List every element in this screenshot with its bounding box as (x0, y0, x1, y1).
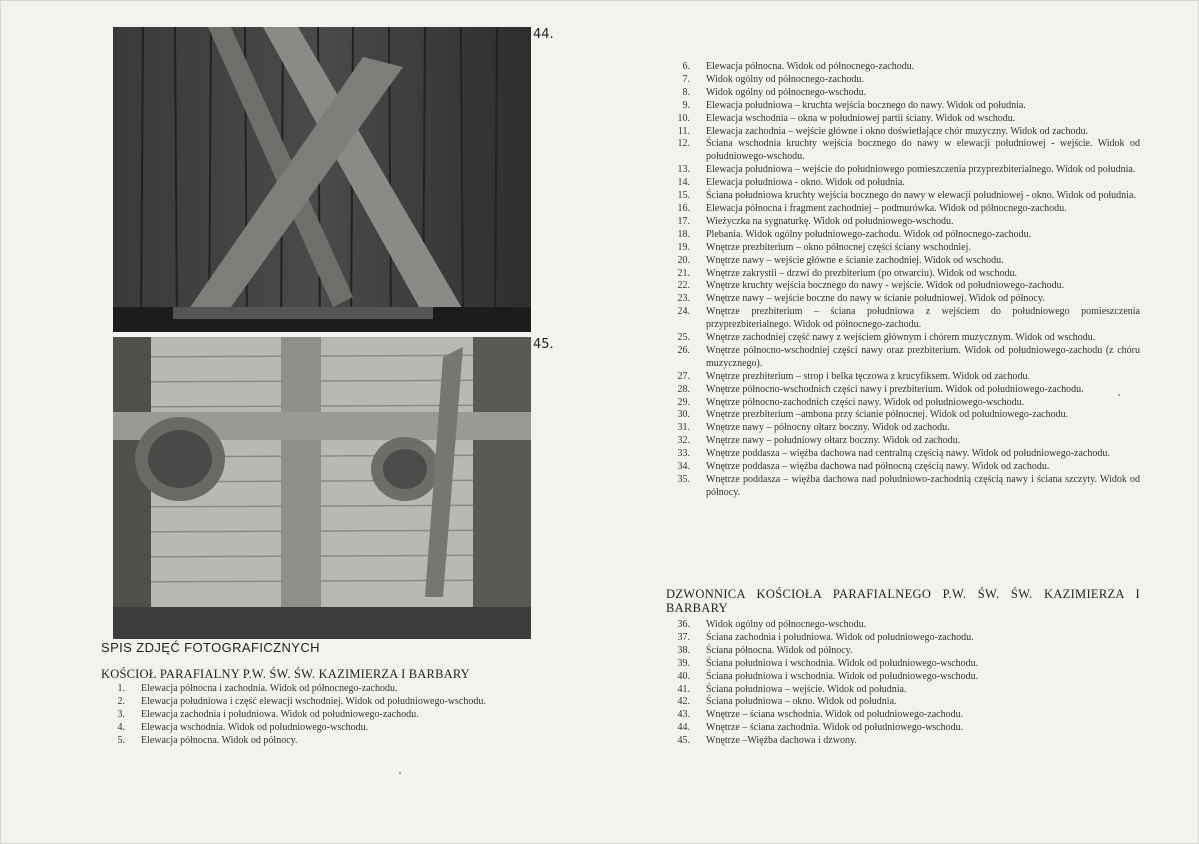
item-number: 40. (677, 670, 690, 682)
item-text: Widok ogólny od północnego-zachodu. (706, 73, 864, 85)
item-number: 23. (677, 293, 690, 305)
item-number: 42. (677, 696, 690, 708)
list-item (666, 632, 1140, 645)
belfry-heading: DZWONNICA KOŚCIOŁA PARAFIALNEGO P.W. ŚW. ŚW. KAZIMIERZA I BARBARY (666, 587, 1140, 615)
list-item (666, 684, 1140, 697)
item-number: 19. (677, 241, 690, 253)
scan-speck (399, 772, 401, 774)
photo-number-44: 44. (533, 27, 554, 42)
item-text: Wnętrze nawy – wejście główne e ścianie zachodniej. Widok od wschodu. (706, 254, 1004, 266)
item-number: 7. (682, 73, 690, 85)
item-text: Wnętrze północno-wschodnich części nawy i prezbiterium. Widok od południowego-zachodu. (706, 383, 1084, 395)
item-number: 14. (677, 177, 690, 189)
list-item (666, 474, 1140, 500)
item-text: Elewacja północna i zachodnia. Widok od północnego-zachodu. (141, 683, 398, 694)
church-heading: KOŚCIOŁ PARAFIALNY P.W. ŚW. ŚW. KAZIMIERZA I BARBARY (101, 667, 470, 681)
list-item (666, 138, 1140, 164)
item-text: Wnętrze zachodniej część nawy z wejściem głównym i chórem muzycznym. Widok od wschodu. (706, 332, 1096, 344)
item-number: 34. (677, 461, 690, 473)
item-number: 8. (682, 86, 690, 98)
list-item (101, 696, 541, 709)
list-item (666, 397, 1140, 410)
list-item (666, 216, 1140, 229)
photo-list-left (101, 683, 541, 748)
item-number: 17. (677, 215, 690, 227)
item-text: Wnętrze prezbiterium – strop i belka tęczowa z krucyfiksem. Widok od zachodu. (706, 370, 1031, 382)
item-text: Wnętrze zakrystii – drzwi do prezbiterium (po otwarciu). Widok od wschodu. (706, 267, 1017, 279)
item-number: 15. (677, 190, 690, 202)
item-number: 36. (677, 619, 690, 630)
item-number: 1. (117, 683, 125, 694)
item-number: 5. (117, 734, 125, 746)
list-item (666, 177, 1140, 190)
item-text: Wnętrze nawy – południowy ołtarz boczny. Widok od zachodu. (706, 435, 961, 447)
item-text: Wnętrze –Więźba dachowa i dzwony. (706, 735, 857, 747)
list-item (666, 409, 1140, 422)
item-number: 41. (677, 683, 690, 695)
list-item (666, 709, 1140, 722)
list-item (101, 709, 541, 722)
item-text: Wnętrze nawy – wejście boczne do nawy w ścianie południowej. Widok od północy. (706, 293, 1045, 305)
item-text: Ściana południowa – wejście. Widok od południa. (706, 683, 907, 695)
item-text: Plebania. Widok ogólny południowego-zachodu. Widok od północnego-zachodu. (706, 228, 1032, 240)
list-item (666, 645, 1140, 658)
list-item (666, 293, 1140, 306)
item-text: Wnętrze kruchty wejścia bocznego do nawy - wejście. Widok od południowego-zachodu. (706, 280, 1065, 292)
item-text: Wieżyczka na sygnaturkę. Widok od południowego-wschodu. (706, 215, 954, 227)
item-text: Ściana wschodnia kruchty wejścia bocznego do nawy w elewacji południowej - wejście. Widok od południowego-wschodu. (706, 138, 1140, 163)
photo-timber-bracing (113, 27, 531, 332)
item-number: 20. (677, 254, 690, 266)
item-number: 44. (677, 722, 690, 734)
item-text: Elewacja południowa - okno. Widok od południa. (706, 177, 905, 189)
item-text: Ściana południowa i wschodnia. Widok od południowego-wschodu. (706, 657, 979, 669)
item-number: 30. (677, 409, 690, 421)
scan-speck (1118, 394, 1120, 396)
item-number: 35. (677, 474, 690, 485)
item-number: 18. (677, 228, 690, 240)
item-text: Elewacja południowa i część elewacji wschodniej. Widok od południowego-wschodu. (141, 695, 486, 707)
list-item (666, 371, 1140, 384)
item-number: 24. (677, 306, 690, 318)
photo-list-belfry (666, 619, 1140, 748)
photo-list-right (666, 61, 1140, 500)
item-text: Wnętrze nawy – północny ołtarz boczny. Widok od zachodu. (706, 422, 950, 434)
list-item (666, 422, 1140, 435)
list-item (666, 255, 1140, 268)
list-item (101, 735, 541, 748)
item-text: Wnętrze północno-wschodniej części nawy oraz prezbiterium. Widok od południowego-zachodu (z chóru muzycznego). (706, 344, 1140, 369)
item-number: 10. (677, 112, 690, 124)
item-number: 9. (682, 99, 690, 111)
list-item (666, 190, 1140, 203)
item-number: 38. (677, 644, 690, 656)
item-text: Wnętrze poddasza – więźba dachowa nad centralną częścią nawy. Widok od południowego-zachodu. (706, 448, 1110, 460)
photo-number-45: 45. (533, 337, 554, 352)
item-text: Elewacja południowa – wejście do południowego pomieszczenia przyprezbiterialnego. Widok od południa. (706, 164, 1136, 176)
item-text: Elewacja południowa – kruchta wejścia bocznego do nawy. Widok od południa. (706, 99, 1026, 111)
list-item (666, 332, 1140, 345)
item-number: 12. (677, 138, 690, 150)
list-item (666, 384, 1140, 397)
list-item (666, 435, 1140, 448)
list-item (666, 268, 1140, 281)
item-text: Wnętrze prezbiterium –ambona przy ścianie północnej. Widok od południowego-zachodu. (706, 409, 1069, 421)
item-number: 25. (677, 332, 690, 344)
item-number: 4. (117, 721, 125, 733)
list-item (101, 722, 541, 735)
item-text: Wnętrze – ściana wschodnia. Widok od południowego-zachodu. (706, 709, 964, 721)
item-text: Elewacja wschodnia. Widok od południowego-wschodu. (141, 721, 369, 733)
item-number: 22. (677, 280, 690, 292)
list-item (666, 448, 1140, 461)
item-text: Wnętrze poddasza – więźba dachowa nad południowo-zachodnią częścią nawy i ściana szczyty. Widok od północy. (706, 474, 1140, 498)
item-number: 28. (677, 383, 690, 395)
item-number: 33. (677, 448, 690, 460)
list-item (666, 735, 1140, 748)
list-item (666, 696, 1140, 709)
list-item (666, 619, 1140, 632)
list-item (666, 722, 1140, 735)
list-item (666, 100, 1140, 113)
item-number: 29. (677, 396, 690, 408)
item-text: Wnętrze – ściana zachodnia. Widok od południowego-wschodu. (706, 722, 964, 734)
item-text: Elewacja północna. Widok od północnego-zachodu. (706, 61, 915, 72)
list-item (666, 345, 1140, 371)
item-number: 13. (677, 164, 690, 176)
list-item (666, 113, 1140, 126)
item-text: Wnętrze północno-zachodnich części nawy. Widok od południowego-wschodu. (706, 396, 1025, 408)
item-number: 27. (677, 370, 690, 382)
list-item (666, 126, 1140, 139)
item-number: 6. (682, 61, 690, 72)
item-number: 37. (677, 631, 690, 643)
item-text: Elewacja północna i fragment zachodniej – podmurówka. Widok od północnego-zachodu. (706, 202, 1067, 214)
list-item (101, 683, 541, 696)
list-item (666, 280, 1140, 293)
list-item (666, 242, 1140, 255)
item-number: 2. (117, 695, 125, 707)
list-item (666, 461, 1140, 474)
item-number: 39. (677, 657, 690, 669)
list-item (666, 671, 1140, 684)
item-number: 43. (677, 709, 690, 721)
item-number: 21. (677, 267, 690, 279)
list-item (666, 203, 1140, 216)
item-text: Wnętrze poddasza – więźba dachowa nad północną częścią nawy. Widok od zachodu. (706, 461, 1050, 473)
photo-bells (113, 337, 531, 639)
item-text: Wnętrze prezbiterium – okno północnej części ściany wschodniej. (706, 241, 971, 253)
item-number: 26. (677, 344, 690, 356)
list-item (666, 87, 1140, 100)
item-text: Ściana południowa – okno. Widok od południa. (706, 696, 897, 708)
item-text: Elewacja zachodnia – wejście główne i okno doświetlające chór muzyczny. Widok od zachodu. (706, 125, 1088, 137)
list-item (666, 61, 1140, 74)
item-number: 31. (677, 422, 690, 434)
item-text: Widok ogólny od północnego-wschodu. (706, 86, 867, 98)
item-text: Wnętrze prezbiterium – ściana południowa z wejściem do południowego pomieszczenia przyprezbiterialnego. Widok od północnego-zachodu. (706, 306, 1140, 331)
item-text: Ściana południowa kruchty wejścia bocznego do nawy w elewacji południowej - okno. Widok od południa. (706, 190, 1136, 202)
item-text: Elewacja północna. Widok od północy. (141, 734, 298, 746)
item-number: 11. (677, 125, 690, 137)
list-item (666, 74, 1140, 87)
item-number: 16. (677, 202, 690, 214)
list-item (666, 306, 1140, 332)
list-title: SPIS ZDJĘĆ FOTOGRAFICZNYCH (101, 640, 320, 655)
item-text: Ściana zachodnia i południowa. Widok od południowego-zachodu. (706, 631, 974, 643)
item-text: Ściana północna. Widok od północy. (706, 644, 853, 656)
item-number: 45. (677, 735, 690, 747)
item-text: Ściana południowa i wschodnia. Widok od południowego-wschodu. (706, 670, 979, 682)
item-text: Widok ogólny od północnego-wschodu. (706, 619, 867, 630)
list-item (666, 164, 1140, 177)
list-item (666, 658, 1140, 671)
item-text: Elewacja zachodnia i południowa. Widok od południowego-zachodu. (141, 708, 419, 720)
item-number: 32. (677, 435, 690, 447)
item-number: 3. (117, 708, 125, 720)
list-item (666, 229, 1140, 242)
item-text: Elewacja wschodnia – okna w południowej partii ściany. Widok od wschodu. (706, 112, 1016, 124)
